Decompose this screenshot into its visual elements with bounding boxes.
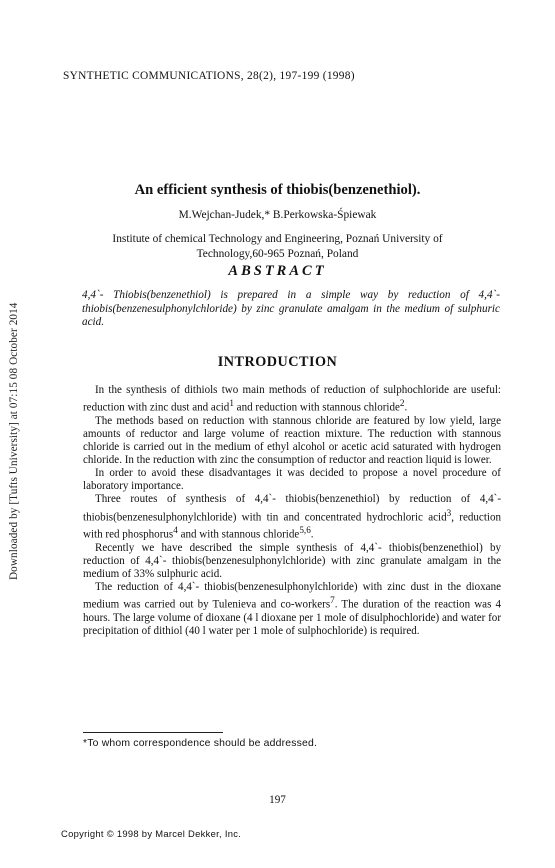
- page-number: 197: [269, 794, 286, 806]
- abstract-text: 4,4`- Thiobis(benzenethiol) is prepared in a simple way by reduction of 4,4`-thiobis(benzenesulphonylchloride) by zinc granulate amalgam in the medium of sulphuric acid.: [82, 289, 500, 329]
- paragraph: Recently we have described the simple synthesis of 4,4`- thiobis(benzenethiol) by reduction of 4,4`- thiobis(benzenesulphonylchloride) with zinc granulate amalgam in the medium of 33% sulphuric acid.: [83, 542, 501, 581]
- affiliation-line: Technology,60-965 Poznań, Poland: [196, 247, 359, 260]
- paragraph: In the synthesis of dithiols two main methods of reduction of sulphochloride are useful: reduction with zinc dust and acid$^1$ and reduction with stannous chloride$^2$.: [83, 384, 501, 414]
- affiliation: [0, 232, 555, 261]
- journal-header: SYNTHETIC COMMUNICATIONS, 28(2), 197-199 (1998): [63, 70, 355, 82]
- copyright-notice: Copyright © 1998 by Marcel Dekker, Inc.: [61, 828, 242, 839]
- paragraph: The methods based on reduction with stannous chloride are featured by low yield, large amounts of reductor and large volume of reaction mixture. The reduction with stannous chloride is carried out in the medium of ethyl alcohol or acetic acid saturated with hydrogen chloride. In the reduction with zinc the consumption of reductor and reaction liquid is lower.: [83, 414, 501, 467]
- footnote-divider: [83, 732, 223, 733]
- abstract-heading: ABSTRACT: [228, 263, 327, 279]
- download-watermark: Downloaded by [Tufts University] at 07:15 08 October 2014: [8, 302, 20, 580]
- paragraph: In order to avoid these disadvantages it was decided to propose a novel procedure of laboratory importance.: [83, 467, 501, 493]
- affiliation-line: Institute of chemical Technology and Engineering, Poznań University of: [112, 233, 443, 245]
- paper-authors: M.Wejchan-Judek,* B.Perkowska-Śpiewak: [178, 209, 377, 221]
- footnote: *To whom correspondence should be addressed.: [83, 738, 318, 749]
- paper-title: An efficient synthesis of thiobis(benzenethiol).: [134, 182, 421, 198]
- paragraph: The reduction of 4,4`- thiobis(benzenesulphonylchloride) with zinc dust in the dioxane medium was carried out by Tulenieva and co-workers$^7$. The duration of the reaction was 4 hours. The large volume of dioxane (4 l dioxane per 1 mole of disulphochloride) and water for precipitation of dithiol (40 l water per 1 mole of sulphochloride) is required.: [83, 581, 501, 638]
- introduction-heading: INTRODUCTION: [217, 354, 338, 370]
- paragraph: Three routes of synthesis of 4,4`- thiobis(benzenethiol) by reduction of 4,4`-thiobis(benzenesulphonylchloride) with tin and concentrated hydrochloric acid$^3$, reduction with red phosphorus$^4$ and with stannous chloride$^{5,6}$.: [83, 493, 501, 541]
- introduction-body: [83, 384, 501, 638]
